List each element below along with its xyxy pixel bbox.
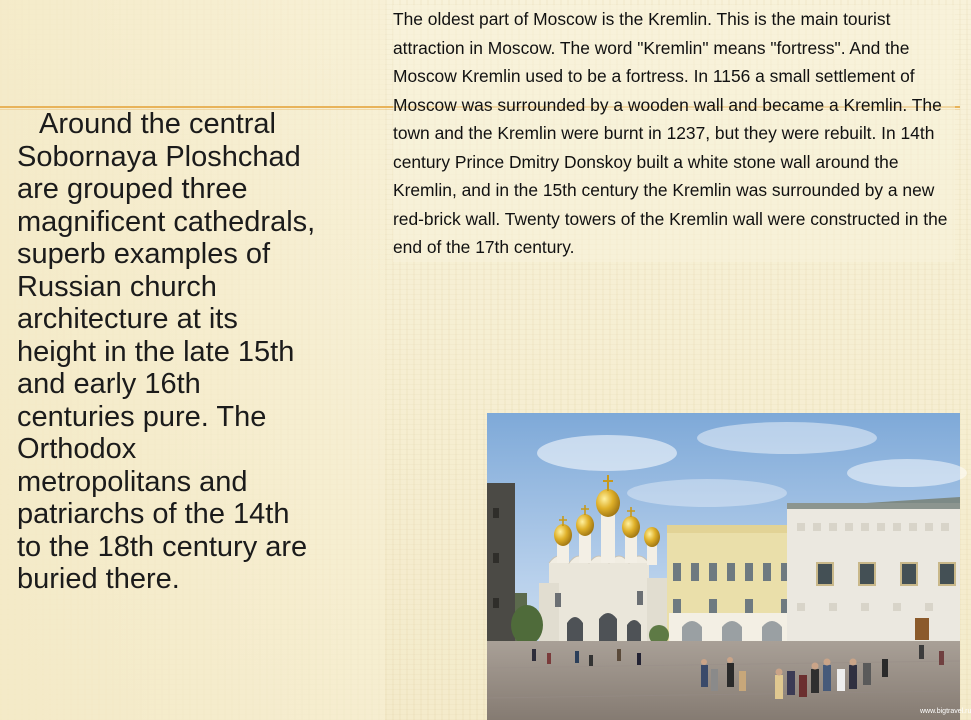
kremlin-photo [487, 413, 960, 720]
main-text: Around the central Sobornaya Ploshchad are grouped three magnificent cathedrals, superb examples of Russian church architecture at its height in the late 15th and early 16th centuries pure. The Orthodox metropolitans and patriarchs of the 14th to the 18th century are buried there. [17, 108, 316, 595]
top-text: The oldest part of Moscow is the Kremlin. This is the main tourist attraction in Moscow. The word "Kremlin" means "fortress". And the Moscow Kremlin used to be a fortress. In 1156 a small settlement of Moscow was surrounded by a wooden wall and became a Kremlin. The town and the Kremlin were burnt in 1237, but they were rebuilt. In 14th century Prince Dmitry Donskoy built a white stone wall around the Kremlin, and in the 15th century the Kremlin was surrounded by a new red-brick wall. Twenty towers of the Kremlin wall were constructed in the end of the 17th century. [393, 5, 955, 262]
photo-credit: www.bigtravel.ru [920, 708, 971, 715]
